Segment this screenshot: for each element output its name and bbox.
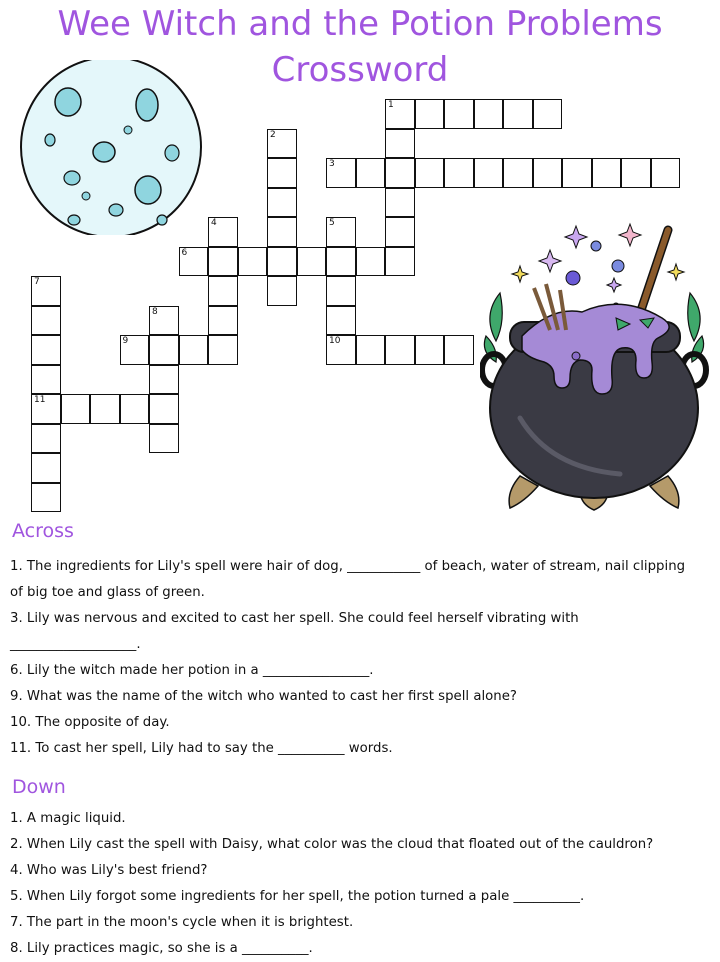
clue-number: 4 xyxy=(211,218,217,228)
down-clue: 1. A magic liquid. xyxy=(10,811,126,826)
crossword-cell[interactable] xyxy=(149,424,179,454)
down-clue: 2. When Lily cast the spell with Daisy, what color was the cloud that floated out of the cauldron? xyxy=(10,837,654,852)
crossword-cell[interactable] xyxy=(90,394,120,424)
down-heading: Down xyxy=(12,776,66,798)
crossword-cell[interactable] xyxy=(356,335,386,365)
crossword-cell[interactable] xyxy=(444,158,474,188)
crossword-cell[interactable] xyxy=(503,158,533,188)
crossword-cell[interactable] xyxy=(503,99,533,129)
clue-number: 5 xyxy=(329,218,335,228)
crossword-cell[interactable] xyxy=(208,335,238,365)
down-clue: 7. The part in the moon's cycle when it is brightest. xyxy=(10,915,354,930)
crossword-cell[interactable] xyxy=(444,99,474,129)
crossword-cell[interactable] xyxy=(31,365,61,395)
crossword-cell[interactable] xyxy=(31,394,61,424)
crossword-cell[interactable] xyxy=(326,335,356,365)
crossword-cell[interactable] xyxy=(592,158,622,188)
crossword-cell[interactable] xyxy=(31,483,61,513)
crossword-cell[interactable] xyxy=(267,217,297,247)
crossword-cell[interactable] xyxy=(31,276,61,306)
crossword-cell[interactable] xyxy=(149,306,179,336)
crossword-cell[interactable] xyxy=(385,158,415,188)
clue-number: 6 xyxy=(181,247,188,258)
crossword-cell[interactable] xyxy=(31,335,61,365)
crossword-cell[interactable] xyxy=(385,129,415,159)
crossword-cell[interactable] xyxy=(208,247,238,277)
across-clue: 6. Lily the witch made her potion in a ________________. xyxy=(10,663,374,678)
clue-number: 8 xyxy=(152,306,158,317)
crossword-cell[interactable] xyxy=(651,158,681,188)
crossword-cell[interactable] xyxy=(208,306,238,336)
crossword-cell[interactable] xyxy=(385,99,415,129)
crossword-cell[interactable] xyxy=(238,247,268,277)
crossword-cell[interactable] xyxy=(326,247,356,277)
crossword-cell[interactable] xyxy=(120,335,150,365)
crossword-cell[interactable] xyxy=(385,335,415,365)
crossword-cell[interactable] xyxy=(149,394,179,424)
across-heading: Across xyxy=(12,520,74,542)
crossword-cell[interactable] xyxy=(267,129,297,159)
crossword-cell[interactable] xyxy=(533,99,563,129)
crossword-cell[interactable] xyxy=(385,217,415,247)
clue-number: 1 xyxy=(388,100,394,110)
crossword-cell[interactable] xyxy=(267,158,297,188)
page-title: Wee Witch and the Potion Problems xyxy=(57,4,663,44)
down-clue: 4. Who was Lily's best friend? xyxy=(10,863,208,878)
across-clue: 9. What was the name of the witch who wanted to cast her first spell alone? xyxy=(10,689,517,704)
across-clue-list xyxy=(10,554,700,762)
crossword-cell[interactable] xyxy=(267,247,297,277)
crossword-cell[interactable] xyxy=(415,158,445,188)
crossword-cell[interactable] xyxy=(474,158,504,188)
crossword-cell[interactable] xyxy=(208,276,238,306)
crossword-cell[interactable] xyxy=(208,217,238,247)
across-clue: 1. The ingredients for Lily's spell were hair of dog, ___________ of beach, water of stream, nail clipping of big toe and glass of green. xyxy=(10,559,686,600)
crossword-cell[interactable] xyxy=(326,158,356,188)
crossword-cell[interactable] xyxy=(562,158,592,188)
page-subtitle: Crossword xyxy=(271,50,449,90)
crossword-cell[interactable] xyxy=(533,158,563,188)
crossword-cell[interactable] xyxy=(385,247,415,277)
crossword-cell[interactable] xyxy=(31,306,61,336)
crossword-cell[interactable] xyxy=(474,99,504,129)
down-clue-list xyxy=(10,806,700,962)
crossword-cell[interactable] xyxy=(179,247,209,277)
crossword-cell[interactable] xyxy=(356,247,386,277)
crossword-cell[interactable] xyxy=(31,453,61,483)
crossword-cell[interactable] xyxy=(149,365,179,395)
clue-number: 3 xyxy=(329,159,335,169)
crossword-cell[interactable] xyxy=(385,188,415,218)
crossword-cell[interactable] xyxy=(444,335,474,365)
crossword-cell[interactable] xyxy=(326,217,356,247)
clue-number: 2 xyxy=(270,129,276,140)
crossword-cell[interactable] xyxy=(297,247,327,277)
crossword-cell[interactable] xyxy=(120,394,150,424)
crossword-cell[interactable] xyxy=(31,424,61,454)
clue-number: 7 xyxy=(34,277,40,287)
clue-number: 11 xyxy=(34,395,46,405)
crossword-cell[interactable] xyxy=(61,394,91,424)
crossword-cell[interactable] xyxy=(267,188,297,218)
crossword-cell[interactable] xyxy=(267,276,297,306)
clue-number: 9 xyxy=(122,336,129,346)
crossword-cell[interactable] xyxy=(621,158,651,188)
down-clue: 8. Lily practices magic, so she is a __________. xyxy=(10,941,313,956)
down-clue: 5. When Lily forgot some ingredients for her spell, the potion turned a pale __________. xyxy=(10,889,585,904)
crossword-cell[interactable] xyxy=(326,276,356,306)
crossword-cell[interactable] xyxy=(356,158,386,188)
crossword-cell[interactable] xyxy=(179,335,209,365)
clue-number: 10 xyxy=(329,336,341,346)
crossword-cell[interactable] xyxy=(415,335,445,365)
crossword-cell[interactable] xyxy=(415,99,445,129)
across-clue: 3. Lily was nervous and excited to cast her spell. She could feel herself vibrating with ___________________. xyxy=(10,611,579,652)
across-clue: 10. The opposite of day. xyxy=(10,715,170,730)
crossword-cell[interactable] xyxy=(149,335,179,365)
across-clue: 11. To cast her spell, Lily had to say the __________ words. xyxy=(10,741,393,756)
crossword-cell[interactable] xyxy=(326,306,356,336)
